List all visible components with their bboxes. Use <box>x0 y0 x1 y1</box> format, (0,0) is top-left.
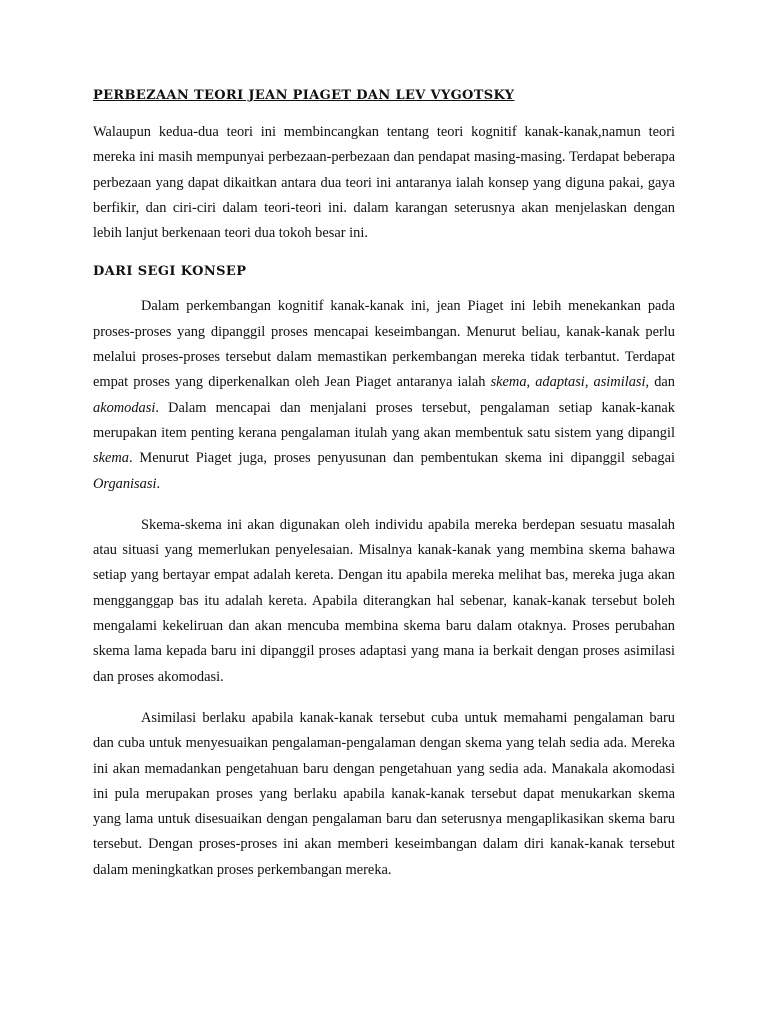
paragraph-text: , <box>526 374 536 391</box>
italic-term-skema-2: skema <box>93 450 129 467</box>
paragraph-text: . Menurut Piaget juga, proses penyusunan dan pembentukan skema ini dipanggil sebagai <box>128 450 675 467</box>
body-paragraph-1 <box>93 294 675 496</box>
document-body <box>93 86 675 883</box>
paragraph-text: Dalam perkembangan kognitif kanak-kanak ini, jean Piaget ini lebih menekankan pada proses-proses yang dipanggil proses mencapai keseimbangan. Menurut beliau, kanak-kanak perlu melalui proses-proses tersebut dalam memastikan perkembangan mereka tidak terbantut. Terdapat empat proses yang diperkenalkan oleh Jean Piaget antaranya ialah <box>93 298 675 391</box>
body-paragraph-2: Skema-skema ini akan digunakan oleh individu apabila mereka berdepan sesuatu masalah atau situasi yang memerlukan penyelesaian. Misalnya kanak-kanak yang membina skema bahawa setiap yang bertayar empat adalah kereta. Dengan itu apabila mereka melihat bas, mereka juga akan mengganggap bas itu adalah kereta. Apabila diterangkan hal sebenar, kanak-kanak tersebut boleh mengalami kekeliruan dan akan mencuba membina skema baru dalam otaknya. Proses perubahan skema lama kepada baru ini dipanggil proses adaptasi yang mana ia berkait dengan proses asimilasi dan proses akomodasi. <box>93 516 675 685</box>
italic-term-skema: skema <box>490 374 527 391</box>
intro-paragraph: Walaupun kedua-dua teori ini membincangkan tentang teori kognitif kanak-kanak,namun teori mereka ini masih mempunyai perbezaan-perbezaan dan pendapat masing-masing. Terdapat beberapa perbezaan yang dapat dikaitkan antara dua teori ini antaranya ialah konsep yang diguna pakai, gaya berfikir, dan ciri-ciri dalam teori-teori ini. dalam karangan seterusnya akan menjelaskan dengan lebih lanjut berkenaan teori dua tokoh besar ini. <box>93 124 675 242</box>
paragraph-text: , dan <box>645 374 675 391</box>
italic-term-adaptasi: adaptasi <box>535 374 585 391</box>
paragraph-text: , <box>584 374 594 391</box>
document-title: PERBEZAAN TEORI JEAN PIAGET DAN LEV VYGOTSKY <box>93 88 515 103</box>
body-paragraph-3: Asimilasi berlaku apabila kanak-kanak tersebut cuba untuk memahami pengalaman baru dan cuba untuk menyesuaikan pengalaman-pengalaman dengan skema yang telah sedia ada. Mereka ini akan memadankan pengetahuan baru dengan pengetahuan yang sedia ada. Manakala akomodasi ini pula merupakan proses yang berlaku apabila kanak-kanak tersebut dapat menukarkan skema yang lama untuk disesuaikan dengan pengalaman baru dan seterusnya mengaplikasikan skema baru tersebut. Dengan proses-proses ini akan memberi keseimbangan dalam diri kanak-kanak tersebut dalam meningkatkan proses perkembangan mereka. <box>93 709 675 878</box>
paragraph-text: . <box>156 475 161 492</box>
italic-term-organisasi: Organisasi <box>93 475 157 492</box>
paragraph-text: . Dalam mencapai dan menjalani proses tersebut, pengalaman setiap kanak-kanak merupakan item penting kerana pengalaman itulah yang akan membentuk satu sistem yang dipangil <box>93 399 675 441</box>
section-heading-konsep: DARI SEGI KONSEP <box>93 264 247 280</box>
italic-term-akomodasi: akomodasi <box>93 399 156 416</box>
italic-term-asimilasi: asimilasi <box>593 374 646 391</box>
